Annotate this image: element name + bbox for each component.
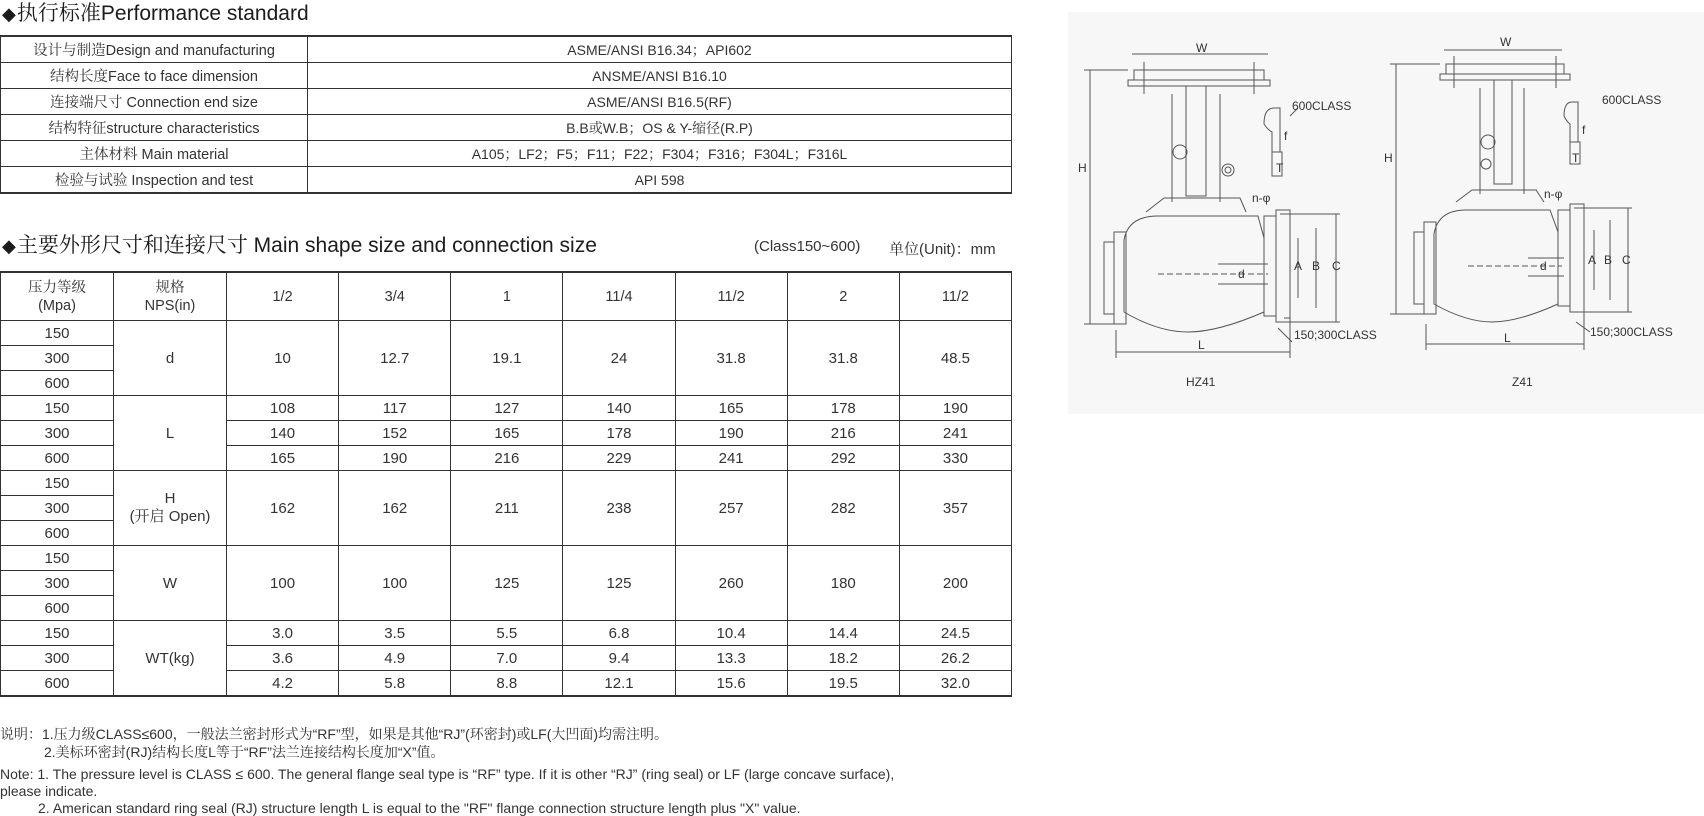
value-cell: 125 bbox=[563, 546, 675, 621]
value-cell: 260 bbox=[675, 546, 787, 621]
dim-H-label: H bbox=[1078, 161, 1087, 175]
value-cell: 162 bbox=[227, 471, 339, 546]
dim-T-label: T bbox=[1572, 151, 1580, 165]
value-cell: 140 bbox=[563, 396, 675, 421]
value-cell: 7.0 bbox=[451, 646, 563, 671]
dim-f-label: f bbox=[1582, 123, 1586, 137]
value-cell: 282 bbox=[787, 471, 899, 546]
size-header: 2 bbox=[787, 272, 899, 321]
value-cell: 125 bbox=[451, 546, 563, 621]
value-cell: 330 bbox=[899, 446, 1011, 471]
dim-f-label: f bbox=[1284, 129, 1288, 143]
class-cell: 300 bbox=[1, 571, 114, 596]
dim-L-label: L bbox=[1198, 338, 1205, 352]
value-cell: 24.5 bbox=[899, 621, 1011, 646]
z41-valve-drawing bbox=[1390, 50, 1632, 350]
param-H-label: H (开启 Open) bbox=[114, 471, 227, 546]
param-L-label: L bbox=[114, 396, 227, 471]
valve-drawing-panel bbox=[1068, 12, 1704, 414]
row-value: ASME/ANSI B16.5(RF) bbox=[308, 89, 1012, 115]
table-row bbox=[1, 36, 1012, 63]
class-cell: 150 bbox=[1, 621, 114, 646]
param-W-label: W bbox=[114, 546, 227, 621]
class-cell: 600 bbox=[1, 371, 114, 396]
value-cell: 216 bbox=[787, 421, 899, 446]
value-cell: 14.4 bbox=[787, 621, 899, 646]
row-label: 检验与试验 Inspection and test bbox=[1, 167, 308, 194]
value-cell: 127 bbox=[451, 396, 563, 421]
table-row bbox=[1, 89, 1012, 115]
dim-C-label: C bbox=[1332, 259, 1341, 273]
dim-B-label: B bbox=[1312, 259, 1321, 273]
value-cell: 190 bbox=[339, 446, 451, 471]
dim-nphi-label: n-φ bbox=[1544, 187, 1563, 201]
value-cell: 216 bbox=[451, 446, 563, 471]
dim-W-label: W bbox=[1196, 41, 1208, 55]
value-cell: 19.1 bbox=[451, 321, 563, 396]
value-cell: 165 bbox=[675, 396, 787, 421]
dimensions-title-text: 主要外形尺寸和连接尺寸 Main shape size and connection size bbox=[16, 234, 597, 257]
value-cell: 10.4 bbox=[675, 621, 787, 646]
dim-nphi-label: n-φ bbox=[1252, 191, 1271, 205]
class-cell: 300 bbox=[1, 346, 114, 371]
unit-label: 单位(Unit)：mm bbox=[889, 241, 996, 258]
class-range-label: (Class150~600) bbox=[754, 238, 861, 255]
value-cell: 357 bbox=[899, 471, 1011, 546]
value-cell: 165 bbox=[451, 421, 563, 446]
value-cell: 12.7 bbox=[339, 321, 451, 396]
class-150-300-label: 150;300CLASS bbox=[1590, 325, 1673, 339]
dimension-table bbox=[0, 271, 1012, 697]
size-header: 1 bbox=[451, 272, 563, 321]
dim-A-label: A bbox=[1294, 259, 1303, 273]
size-header: 3/4 bbox=[339, 272, 451, 321]
table-row bbox=[1, 471, 1012, 496]
value-cell: 211 bbox=[451, 471, 563, 546]
row-value: B.B或W.B；OS & Y-缩径(R.P) bbox=[308, 115, 1012, 141]
class-cell: 300 bbox=[1, 496, 114, 521]
class-150-300-label: 150;300CLASS bbox=[1294, 328, 1377, 342]
value-cell: 190 bbox=[675, 421, 787, 446]
note-cn-2: 2.美标环密封(RJ)结构长度L等于“RF”法兰连接结构长度加“X”值。 bbox=[44, 744, 445, 760]
value-cell: 26.2 bbox=[899, 646, 1011, 671]
class-cell: 600 bbox=[1, 521, 114, 546]
value-cell: 3.6 bbox=[227, 646, 339, 671]
hz41-caption: HZ41 bbox=[1186, 375, 1216, 389]
value-cell: 140 bbox=[227, 421, 339, 446]
param-d-label: d bbox=[114, 321, 227, 396]
z41-caption: Z41 bbox=[1512, 375, 1533, 389]
class-cell: 600 bbox=[1, 596, 114, 621]
value-cell: 32.0 bbox=[899, 671, 1011, 697]
performance-standard-title bbox=[2, 0, 309, 27]
valve-drawings-svg bbox=[1068, 12, 1704, 414]
class-cell: 150 bbox=[1, 321, 114, 346]
row-label: 设计与制造Design and manufacturing bbox=[1, 36, 308, 63]
value-cell: 12.1 bbox=[563, 671, 675, 697]
dim-d-label: d bbox=[1238, 267, 1245, 281]
table-row bbox=[1, 621, 1012, 646]
value-cell: 48.5 bbox=[899, 321, 1011, 396]
class-cell: 300 bbox=[1, 646, 114, 671]
value-cell: 108 bbox=[227, 396, 339, 421]
value-cell: 238 bbox=[563, 471, 675, 546]
value-cell: 229 bbox=[563, 446, 675, 471]
note-en-2: 2. American standard ring seal (RJ) structure length L is equal to the "RF" flange connection structure length plus "X" value. bbox=[38, 800, 801, 816]
table-row bbox=[1, 321, 1012, 346]
note-en-1-cont: please indicate. bbox=[0, 783, 98, 799]
row-label: 结构特征structure characteristics bbox=[1, 115, 308, 141]
value-cell: 9.4 bbox=[563, 646, 675, 671]
size-header: 1/2 bbox=[227, 272, 339, 321]
value-cell: 292 bbox=[787, 446, 899, 471]
main-shape-size-title bbox=[2, 229, 597, 259]
value-cell: 13.3 bbox=[675, 646, 787, 671]
bullet-diamond-icon: ◆ bbox=[2, 4, 16, 24]
note-en-1: Note: 1. The pressure level is CLASS ≤ 600. The general flange seal type is “RF” type. If it is other “RJ” (ring seal) or LF (large concave surface), bbox=[0, 766, 895, 782]
value-cell: 180 bbox=[787, 546, 899, 621]
value-cell: 257 bbox=[675, 471, 787, 546]
value-cell: 31.8 bbox=[675, 321, 787, 396]
value-cell: 165 bbox=[227, 446, 339, 471]
dim-H-label: H bbox=[1384, 151, 1393, 165]
dim-W-label: W bbox=[1500, 35, 1512, 49]
value-cell: 100 bbox=[227, 546, 339, 621]
dim-T-label: T bbox=[1276, 161, 1284, 175]
size-header: 11/2 bbox=[899, 272, 1011, 321]
value-cell: 4.9 bbox=[339, 646, 451, 671]
param-WT-label: WT(kg) bbox=[114, 621, 227, 697]
performance-standard-table bbox=[0, 35, 1012, 194]
dim-d-label: d bbox=[1540, 259, 1547, 273]
row-label: 结构长度Face to face dimension bbox=[1, 63, 308, 89]
table-row bbox=[1, 115, 1012, 141]
value-cell: 3.0 bbox=[227, 621, 339, 646]
value-cell: 200 bbox=[899, 546, 1011, 621]
value-cell: 241 bbox=[899, 421, 1011, 446]
row-label: 主体材料 Main material bbox=[1, 141, 308, 167]
value-cell: 10 bbox=[227, 321, 339, 396]
value-cell: 5.8 bbox=[339, 671, 451, 697]
note-cn-1: 说明：1.压力级CLASS≤600，一般法兰密封形式为“RF”型，如果是其他“RJ”(环密封)或LF(大凹面)均需注明。 bbox=[0, 726, 669, 742]
value-cell: 117 bbox=[339, 396, 451, 421]
value-cell: 15.6 bbox=[675, 671, 787, 697]
value-cell: 241 bbox=[675, 446, 787, 471]
value-cell: 8.8 bbox=[451, 671, 563, 697]
table-row bbox=[1, 396, 1012, 421]
row-label: 连接端尺寸 Connection end size bbox=[1, 89, 308, 115]
value-cell: 3.5 bbox=[339, 621, 451, 646]
class-cell: 600 bbox=[1, 671, 114, 697]
class-600-label: 600CLASS bbox=[1292, 99, 1352, 113]
row-value: API 598 bbox=[308, 167, 1012, 194]
size-header: 11/4 bbox=[563, 272, 675, 321]
value-cell: 18.2 bbox=[787, 646, 899, 671]
value-cell: 100 bbox=[339, 546, 451, 621]
value-cell: 31.8 bbox=[787, 321, 899, 396]
nps-header: 规格 NPS(in) bbox=[114, 272, 227, 321]
value-cell: 5.5 bbox=[451, 621, 563, 646]
table-row bbox=[1, 141, 1012, 167]
performance-title-text: 执行标准Performance standard bbox=[16, 2, 309, 25]
value-cell: 4.2 bbox=[227, 671, 339, 697]
dim-A-label: A bbox=[1588, 253, 1597, 267]
size-header: 11/2 bbox=[675, 272, 787, 321]
value-cell: 190 bbox=[899, 396, 1011, 421]
class-600-label: 600CLASS bbox=[1602, 93, 1662, 107]
class-cell: 300 bbox=[1, 421, 114, 446]
value-cell: 178 bbox=[563, 421, 675, 446]
class-cell: 150 bbox=[1, 546, 114, 571]
dim-B-label: B bbox=[1604, 253, 1613, 267]
dim-C-label: C bbox=[1622, 253, 1631, 267]
class-cell: 150 bbox=[1, 471, 114, 496]
pressure-class-header: 压力等级 (Mpa) bbox=[1, 272, 114, 321]
value-cell: 152 bbox=[339, 421, 451, 446]
table-row bbox=[1, 63, 1012, 89]
table-header-row bbox=[1, 272, 1012, 321]
value-cell: 178 bbox=[787, 396, 899, 421]
table-row bbox=[1, 546, 1012, 571]
row-value: ASME/ANSI B16.34；API602 bbox=[308, 36, 1012, 63]
table-row bbox=[1, 167, 1012, 194]
value-cell: 6.8 bbox=[563, 621, 675, 646]
bullet-diamond-icon: ◆ bbox=[2, 236, 16, 256]
value-cell: 24 bbox=[563, 321, 675, 396]
class-cell: 150 bbox=[1, 396, 114, 421]
row-value: A105；LF2；F5；F11；F22；F304；F316；F304L；F316L bbox=[308, 141, 1012, 167]
value-cell: 162 bbox=[339, 471, 451, 546]
dim-L-label: L bbox=[1504, 331, 1511, 345]
row-value: ANSME/ANSI B16.10 bbox=[308, 63, 1012, 89]
class-cell: 600 bbox=[1, 446, 114, 471]
value-cell: 19.5 bbox=[787, 671, 899, 697]
